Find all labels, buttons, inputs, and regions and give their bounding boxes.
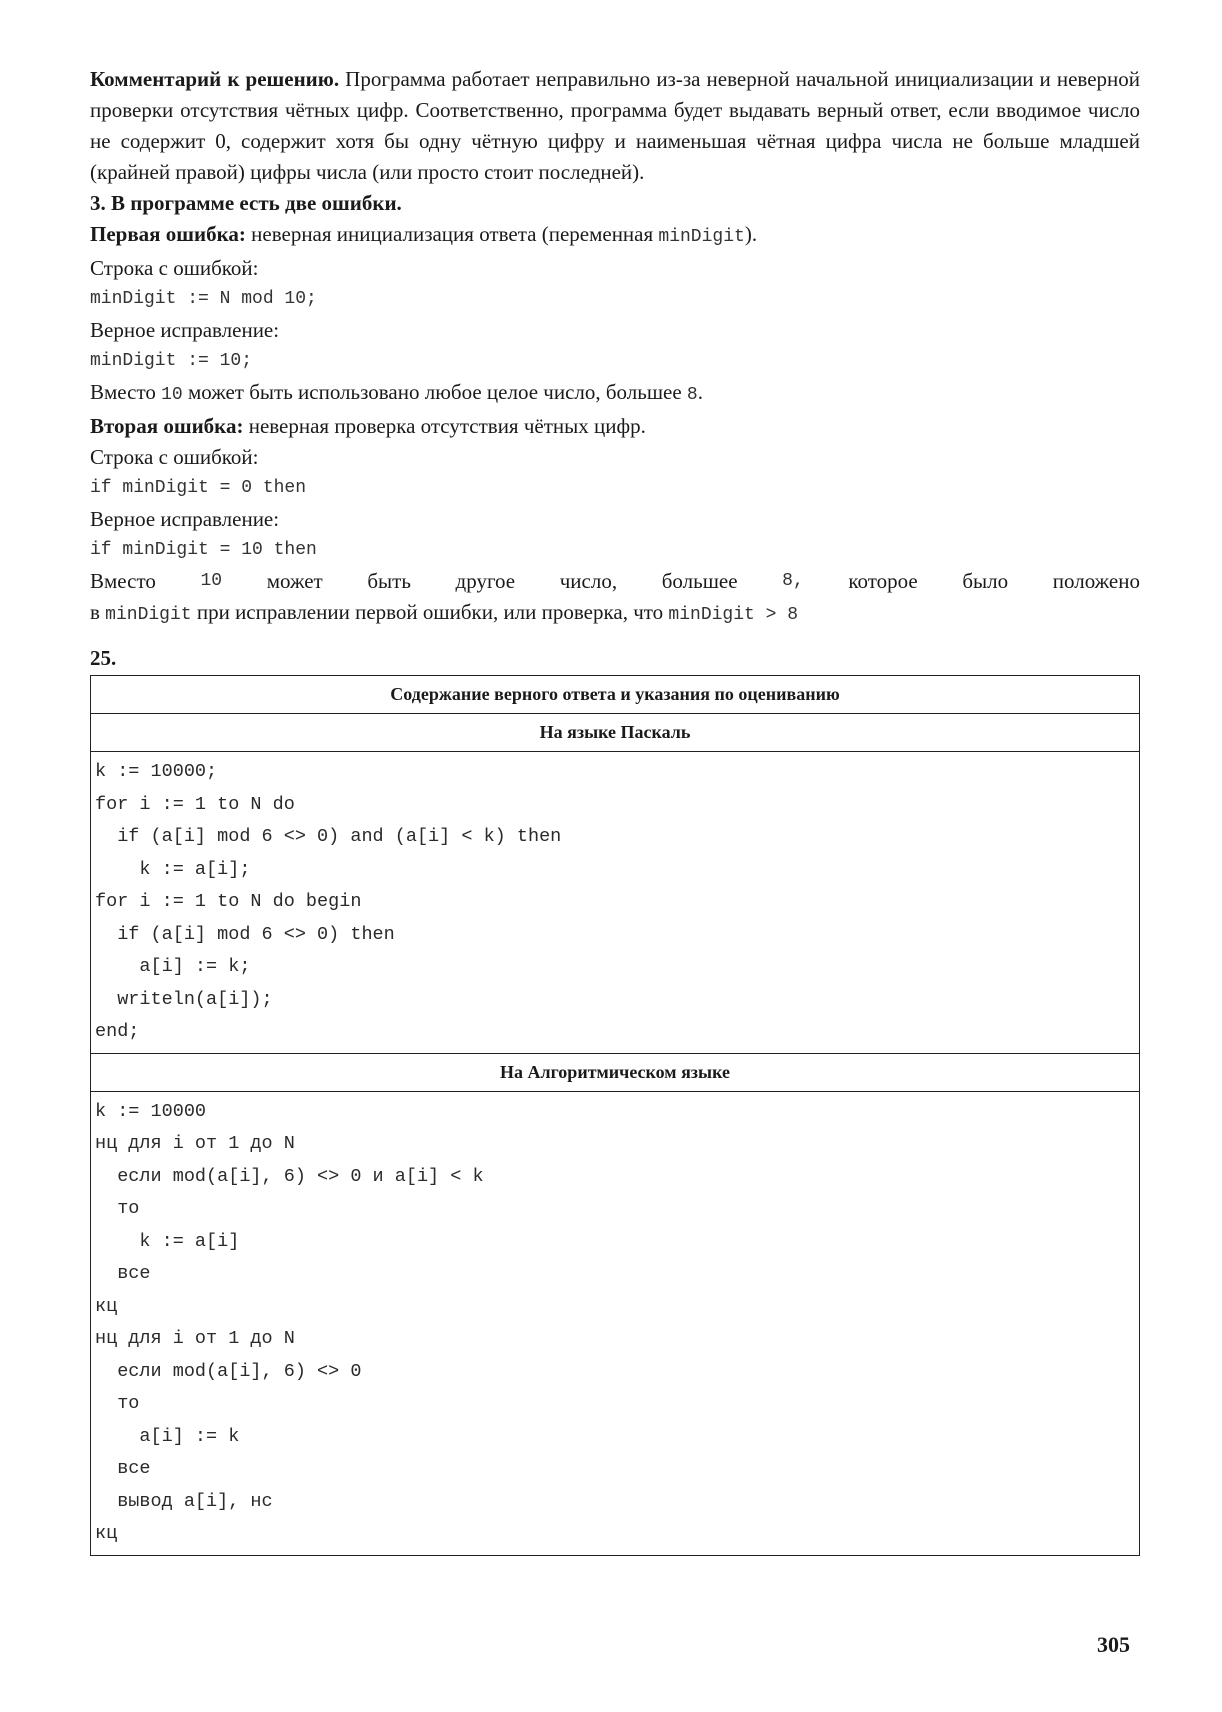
code-line: все <box>95 1263 151 1284</box>
error-2-text: неверная проверка отсутствия чётных цифр. <box>243 414 646 438</box>
wrong-line-code-1: minDigit := N mod 10; <box>90 289 317 309</box>
instead-pre: Вместо <box>90 380 162 404</box>
error-1-text: неверная инициализация ответа (переменная <box>245 222 659 246</box>
pascal-header: На языке Паскаль <box>91 714 1140 752</box>
code-line: end; <box>95 1021 140 1042</box>
answer-table <box>90 675 1140 1556</box>
code-line: вывод a[i], нс <box>95 1490 273 1512</box>
error-1-label: Первая ошибка: <box>90 222 246 246</box>
word: число, <box>559 569 618 593</box>
code-line: если mod(a[i], 6) <> 0 и a[i] < k <box>95 1165 484 1187</box>
code-line: k := 10000 <box>95 1100 207 1122</box>
wrong-line-label-1: Строка с ошибкой: <box>90 256 259 280</box>
word: быть <box>367 569 411 593</box>
section-3-title: 3. В программе есть две ошибки. <box>90 191 402 215</box>
code-line: кц <box>95 1523 118 1544</box>
code-line: то <box>95 1393 140 1414</box>
instead-num: 10 <box>161 385 183 405</box>
code-line: то <box>95 1198 140 1219</box>
last-line-code: minDigit > 8 <box>668 605 799 625</box>
pascal-code-cell <box>91 752 1140 1054</box>
code-line: for i := 1 to N do <box>95 793 295 815</box>
instead-paragraph <box>90 377 1140 411</box>
error-2-label: Вторая ошибка: <box>90 414 244 438</box>
word: другое <box>455 569 516 593</box>
wrong-line-code-2: if minDigit = 0 then <box>90 478 307 498</box>
word: 8, <box>782 571 804 591</box>
word: положено <box>1052 569 1140 593</box>
last-line-pre: в <box>90 600 106 624</box>
question-number: 25. <box>90 646 117 670</box>
code-line: if (a[i] mod 6 <> 0) and (a[i] < k) then <box>95 826 562 847</box>
code-line: if (a[i] mod 6 <> 0) then <box>95 923 395 945</box>
code-line: кц <box>95 1295 118 1317</box>
last-line-var: minDigit <box>105 605 192 625</box>
code-line: если mod(a[i], 6) <> 0 <box>95 1360 362 1382</box>
wrong-line-label-2: Строка с ошибкой: <box>90 445 259 469</box>
page-number: 305 <box>1097 1632 1130 1657</box>
instead-num2: 8 <box>686 385 698 405</box>
word: большее <box>661 569 738 593</box>
error-1-end: ). <box>744 222 758 246</box>
word: которое <box>848 569 918 593</box>
instead-end: . <box>697 380 703 404</box>
solution-comment <box>90 64 1140 188</box>
code-line: a[i] := k <box>95 1425 240 1447</box>
last-words-line <box>90 566 1140 597</box>
instead-mid: может быть использовано любое целое число, большее <box>182 380 687 404</box>
code-line: k := 10000; <box>95 761 218 782</box>
algo-header: На Алгоритмическом языке <box>91 1053 1140 1091</box>
table-header: Содержание верного ответа и указания по оцениванию <box>91 676 1140 714</box>
word: было <box>962 569 1009 593</box>
code-line: writeln(a[i]); <box>95 988 273 1010</box>
algo-code-cell <box>91 1091 1140 1555</box>
page-content <box>90 64 1140 1556</box>
fix-code-1: minDigit := 10; <box>90 351 253 371</box>
code-line: for i := 1 to N do begin <box>95 891 362 912</box>
word: Вместо <box>90 569 156 593</box>
code-line: k := a[i]; <box>95 858 251 880</box>
fix-code-2: if minDigit = 10 then <box>90 540 317 560</box>
error-1-var: minDigit <box>658 227 745 247</box>
fix-label-1: Верное исправление: <box>90 318 280 342</box>
comment-text: Программа работает неправильно из-за неверной начальной инициализации и неверной проверки отсутствия чётных цифр. Соответственно, программа будет выдавать верный ответ, если вводимое число не содержит 0, содержит хотя бы одну чётную цифру и наименьшая чётная цифра числа не больше младшей (крайней правой) цифры числа (или просто стоит последней). <box>90 67 1140 184</box>
code-line: нц для i от 1 до N <box>95 1328 295 1349</box>
comment-lead: Комментарий к решению. <box>90 67 340 91</box>
error-1-paragraph <box>90 219 1140 253</box>
code-line: все <box>95 1458 151 1479</box>
fix-label-2: Верное исправление: <box>90 507 280 531</box>
code-line: k := a[i] <box>95 1230 240 1252</box>
word: может <box>266 569 323 593</box>
last-line-mid: при исправлении первой ошибки, или проверка, что <box>191 600 669 624</box>
last-line <box>90 597 1140 631</box>
code-line: нц для i от 1 до N <box>95 1133 295 1154</box>
word: 10 <box>200 571 223 591</box>
code-line: a[i] := k; <box>95 956 251 977</box>
error-2-paragraph <box>90 411 1140 442</box>
